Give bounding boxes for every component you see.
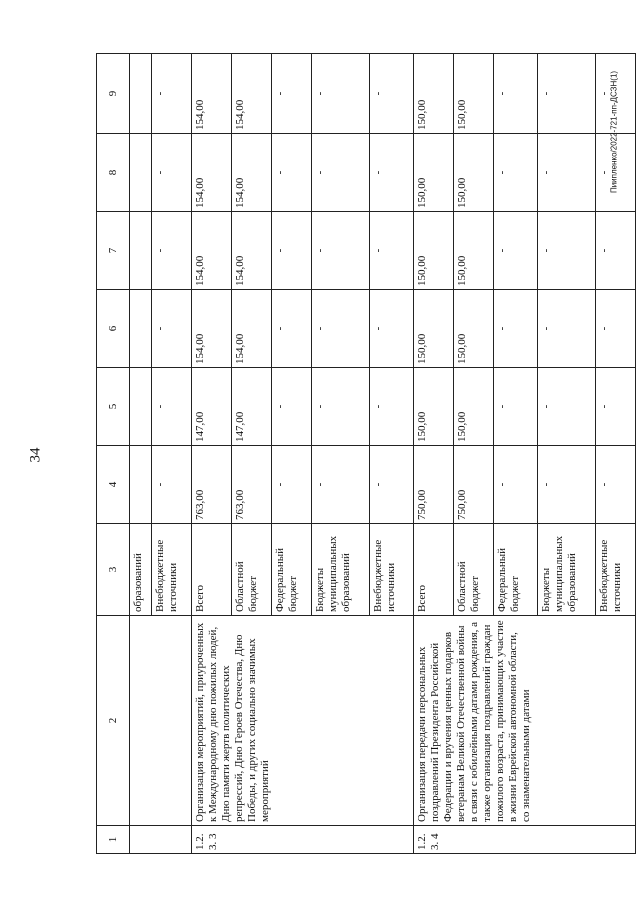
value-cell: - bbox=[538, 368, 596, 446]
source-cell: Областной бюджет bbox=[454, 524, 494, 616]
source-cell: Федеральный бюджет bbox=[494, 524, 538, 616]
value-cell: 150,00 bbox=[414, 368, 454, 446]
value-cell: 154,00 bbox=[192, 134, 232, 212]
value-cell: 154,00 bbox=[192, 54, 232, 134]
number-cell bbox=[130, 826, 192, 854]
header-cell: 2 bbox=[97, 616, 130, 826]
value-cell: 150,00 bbox=[454, 290, 494, 368]
number-cell: 1.2.3. 3 bbox=[192, 826, 414, 854]
value-cell: - bbox=[538, 290, 596, 368]
header-cell: 1 bbox=[97, 826, 130, 854]
budget-table bbox=[96, 53, 636, 854]
value-cell: - bbox=[312, 134, 370, 212]
header-cell: 7 bbox=[97, 212, 130, 290]
value-cell: 150,00 bbox=[414, 212, 454, 290]
number-cell: 1.2.3. 4 bbox=[414, 826, 636, 854]
value-cell: - bbox=[596, 446, 636, 524]
header-cell: 3 bbox=[97, 524, 130, 616]
footer-code: Пиипленко/2022-721-пп-ДСЗН(1) bbox=[609, 70, 619, 194]
value-cell: - bbox=[152, 212, 192, 290]
value-cell: - bbox=[538, 446, 596, 524]
page-number: 34 bbox=[27, 447, 44, 463]
value-cell: 150,00 bbox=[454, 54, 494, 134]
source-cell: образований bbox=[130, 524, 152, 616]
source-cell: Федеральный бюджет bbox=[272, 524, 312, 616]
value-cell: - bbox=[596, 54, 636, 134]
value-cell: 154,00 bbox=[232, 290, 272, 368]
value-cell: - bbox=[272, 212, 312, 290]
table-row bbox=[414, 54, 454, 854]
value-cell: - bbox=[152, 134, 192, 212]
value-cell: - bbox=[312, 446, 370, 524]
table-row bbox=[130, 54, 152, 854]
value-cell: - bbox=[596, 368, 636, 446]
source-cell: Областной бюджет bbox=[232, 524, 272, 616]
value-cell: - bbox=[370, 54, 414, 134]
value-cell bbox=[130, 134, 152, 212]
value-cell: - bbox=[494, 54, 538, 134]
source-cell: Бюджеты муниципальных образований bbox=[312, 524, 370, 616]
value-cell: 147,00 bbox=[192, 368, 232, 446]
value-cell: - bbox=[312, 212, 370, 290]
value-cell: 150,00 bbox=[414, 290, 454, 368]
source-cell: Внебюджетные источники bbox=[370, 524, 414, 616]
header-cell: 4 bbox=[97, 446, 130, 524]
header-cell: 6 bbox=[97, 290, 130, 368]
value-cell: - bbox=[370, 290, 414, 368]
value-cell: 150,00 bbox=[454, 134, 494, 212]
value-cell: 150,00 bbox=[414, 54, 454, 134]
value-cell bbox=[130, 368, 152, 446]
header-cell: 9 bbox=[97, 54, 130, 134]
value-cell: - bbox=[272, 54, 312, 134]
value-cell: - bbox=[538, 212, 596, 290]
description-cell: Организация мероприятий, приуроченных к Международному дню пожилых людей, Дню памяти жертв политических репрессий, Дню Героев Отечества, Дню Победы, и других социально значимых мероприятий bbox=[192, 616, 414, 826]
source-cell: Бюджеты муниципальных образований bbox=[538, 524, 596, 616]
value-cell: - bbox=[312, 290, 370, 368]
value-cell: - bbox=[596, 134, 636, 212]
value-cell bbox=[130, 446, 152, 524]
value-cell: - bbox=[494, 368, 538, 446]
value-cell: - bbox=[152, 290, 192, 368]
value-cell: - bbox=[370, 212, 414, 290]
value-cell: - bbox=[494, 446, 538, 524]
value-cell: - bbox=[312, 368, 370, 446]
value-cell: - bbox=[596, 290, 636, 368]
value-cell: 750,00 bbox=[454, 446, 494, 524]
value-cell bbox=[130, 212, 152, 290]
table-row bbox=[192, 54, 232, 854]
value-cell: - bbox=[538, 54, 596, 134]
value-cell: - bbox=[370, 446, 414, 524]
source-cell: Всего bbox=[192, 524, 232, 616]
value-cell: - bbox=[152, 54, 192, 134]
value-cell: - bbox=[272, 290, 312, 368]
value-cell: - bbox=[272, 446, 312, 524]
source-cell: Внебюджетные источники bbox=[152, 524, 192, 616]
value-cell: 150,00 bbox=[454, 368, 494, 446]
value-cell: - bbox=[538, 134, 596, 212]
source-cell: Всего bbox=[414, 524, 454, 616]
value-cell: - bbox=[370, 134, 414, 212]
value-cell: 154,00 bbox=[192, 290, 232, 368]
value-cell: - bbox=[272, 134, 312, 212]
value-cell: - bbox=[272, 368, 312, 446]
header-cell: 8 bbox=[97, 134, 130, 212]
value-cell bbox=[130, 290, 152, 368]
value-cell: 763,00 bbox=[232, 446, 272, 524]
source-cell: Внебюджетные источники bbox=[596, 524, 636, 616]
value-cell: 154,00 bbox=[232, 54, 272, 134]
header-row bbox=[97, 54, 130, 854]
value-cell: 154,00 bbox=[232, 212, 272, 290]
value-cell: 150,00 bbox=[414, 134, 454, 212]
value-cell: - bbox=[596, 212, 636, 290]
value-cell: - bbox=[494, 134, 538, 212]
value-cell bbox=[130, 54, 152, 134]
header-cell: 5 bbox=[97, 368, 130, 446]
value-cell: - bbox=[494, 212, 538, 290]
value-cell: 763,00 bbox=[192, 446, 232, 524]
description-cell: Организация передачи персональных поздравлений Президента Российской Федерации и вручения ценных подарков ветеранам Великой Отечественной войны в связи с юбилейными датами рождения, а также организация поздравлений граждан пожилого возраста, принимающих участие в жизни Еврейской автономной области, со знаменательными датами bbox=[414, 616, 636, 826]
value-cell: 150,00 bbox=[454, 212, 494, 290]
value-cell: 154,00 bbox=[232, 134, 272, 212]
value-cell: - bbox=[494, 290, 538, 368]
description-cell bbox=[130, 616, 192, 826]
value-cell: - bbox=[152, 368, 192, 446]
value-cell: - bbox=[312, 54, 370, 134]
value-cell: 750,00 bbox=[414, 446, 454, 524]
value-cell: 154,00 bbox=[192, 212, 232, 290]
value-cell: - bbox=[370, 368, 414, 446]
value-cell: 147,00 bbox=[232, 368, 272, 446]
value-cell: - bbox=[152, 446, 192, 524]
